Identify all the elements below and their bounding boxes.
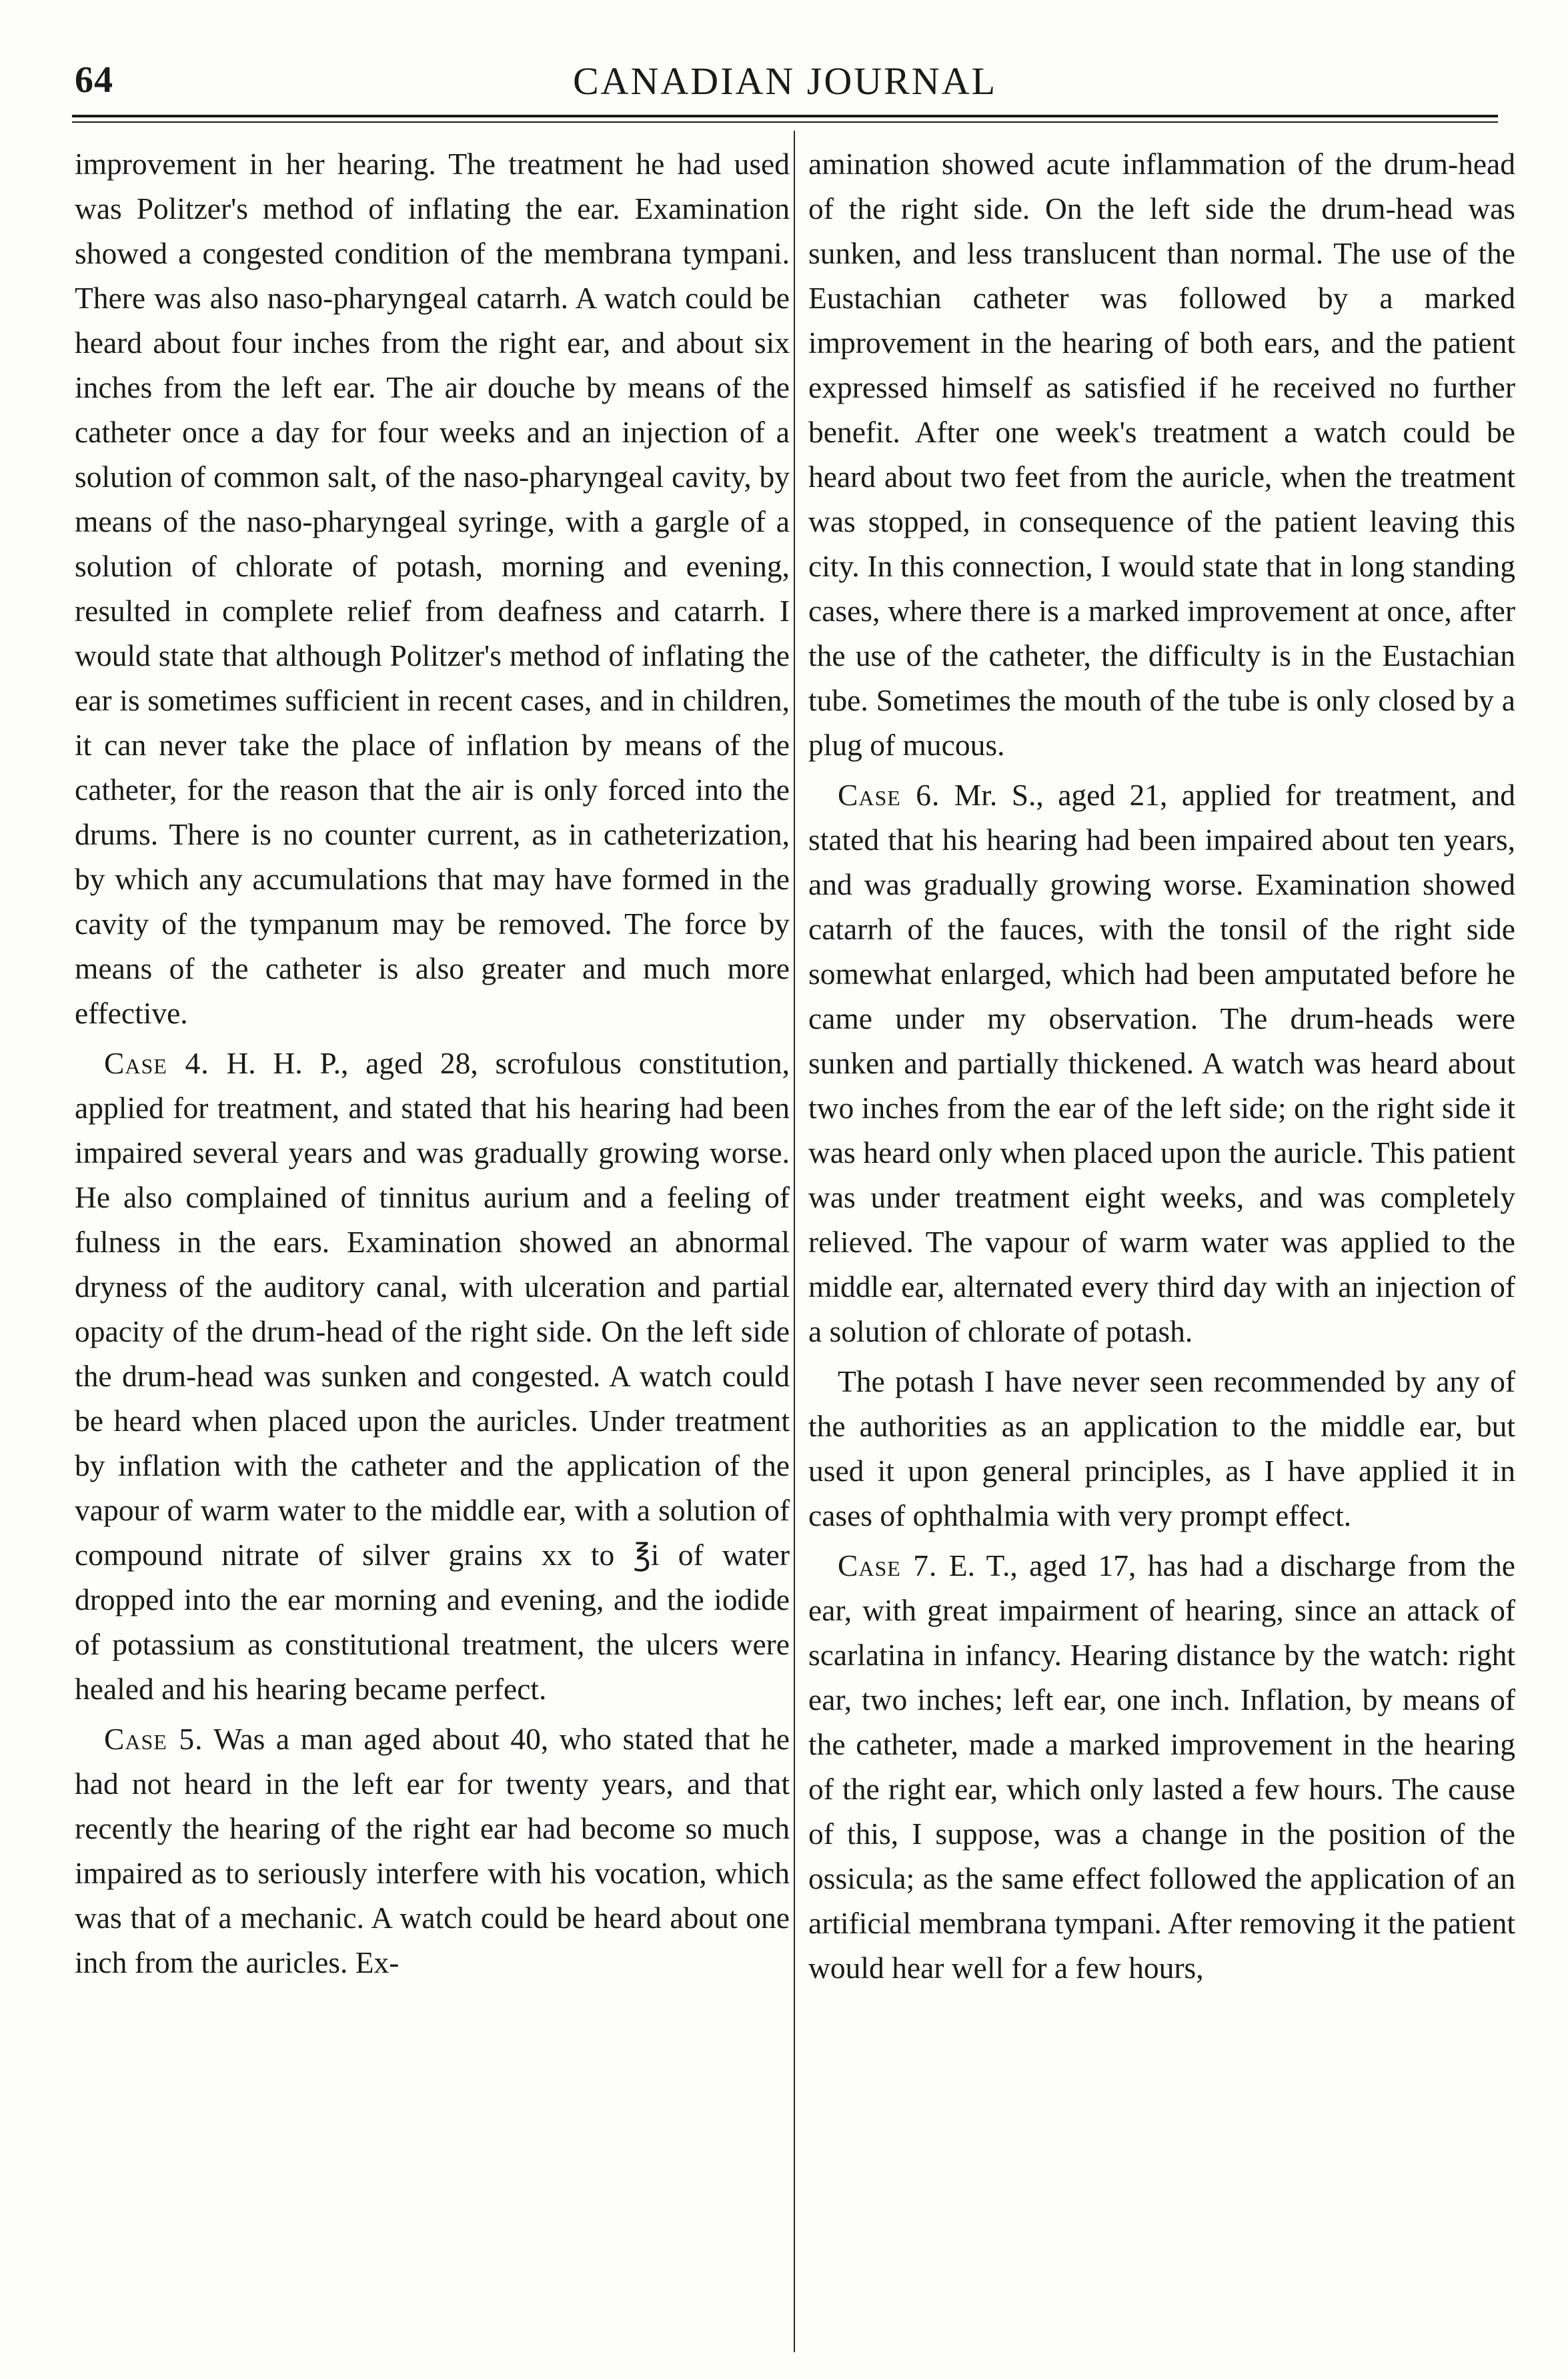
left-column [75, 141, 790, 1990]
case-6-heading: Case 6. [838, 778, 940, 812]
paragraph-case-7 [808, 1543, 1515, 1990]
paragraph-case-6 [808, 773, 1515, 1354]
header-rule-thick [72, 115, 1498, 117]
column-divider [794, 131, 795, 2352]
right-column [808, 141, 1515, 1995]
paragraph-case-5 [75, 1717, 790, 1985]
case-4-text: H. H. P., aged 28, scrofulous constitution, applied for treatment, and stated that his hearing had been impaired several years and was gradually growing worse. He also complained of tinnitus aurium and a feeling of fulness in the ears. Examination showed an abnormal dryness of the auditory canal, with ulceration and partial opacity of the drum-head of the right side. On the left side the drum-head was sunken and congested. A watch could be heard when placed upon the auricles. Under treatment by inflation with the catheter and the application of the vapour of warm water to the middle ear, with a solution of compound nitrate of silver grains xx to ℥i of water dropped into the ear morning and evening, and the iodide of potassium as constitutional treatment, the ulcers were healed and his hearing became perfect. [75, 1046, 790, 1706]
case-5-text: Was a man aged about 40, who stated that he had not heard in the left ear for twenty years, and that recently the hearing of the right ear had become so much impaired as to seriously interfere with his vocation, which was that of a mechanic. A watch could be heard about one inch from the auricles. Ex- [75, 1722, 790, 1979]
case-7-heading: Case 7. [838, 1548, 938, 1582]
case-6-text: Mr. S., aged 21, applied for treatment, and stated that his hearing had been impaired about ten years, and was gradually growing worse. Examination showed catarrh of the fauces, with the tonsil of the right side somewhat enlarged, which had been amputated before he came under my observation. The drum-heads were sunken and partially thickened. A watch was heard about two inches from the ear of the left side; on the right side it was heard only when placed upon the auricle. This patient was under treatment eight weeks, and was completely relieved. The vapour of warm water was applied to the middle ear, alternated every third day with an injection of a solution of chlorate of potash. [808, 778, 1515, 1348]
case-7-text: E. T., aged 17, has had a discharge from the ear, with great impairment of hearing, since an attack of scarlatina in infancy. Hearing distance by the watch: right ear, two inches; left ear, one inch. Inflation, by means of the catheter, made a marked improvement in the hearing of the right ear, which only lasted a few hours. The cause of this, I suppose, was a change in the position of the ossicula; as the same effect followed the application of an artificial membrana tympani. After removing it the patient would hear well for a few hours, [808, 1548, 1515, 1985]
journal-title: CANADIAN JOURNAL [572, 59, 998, 103]
paragraph-potash: The potash I have never seen recommended by any of the authorities as an application to the middle ear, but used it upon general principles, as I have applied it in cases of ophthalmia with very prompt effect. [808, 1364, 1515, 1532]
paragraph-case-5-continued: amination showed acute inflammation of the drum-head of the right side. On the left side the drum-head was sunken, and less translucent than normal. The use of the Eustachian catheter was followed by a marked improvement in the hearing of both ears, and the patient expressed himself as satisfied if he received no further benefit. After one week's treatment a watch could be heard about two feet from the auricle, when the treatment was stopped, in consequence of the patient leaving this city. In this connection, I would state that in long standing cases, where there is a marked improvement at once, after the use of the catheter, the difficulty is in the Eustachian tube. Sometimes the mouth of the tube is only closed by a plug of mucous. [808, 147, 1515, 762]
case-5-heading: Case 5. [104, 1722, 203, 1756]
case-4-heading: Case 4. [104, 1046, 209, 1080]
page-number: 64 [75, 59, 113, 101]
paragraph-politzer: improvement in her hearing. The treatment he had used was Politzer's method of inflating the ear. Examination showed a congested condition of the membrana tympani. There was also naso-pharyngeal catarrh. A watch could be heard about four inches from the right ear, and about six inches from the left ear. The air douche by means of the catheter once a day for four weeks and an injection of a solution of common salt, of the naso-pharyngeal cavity, by means of the naso-pharyngeal syringe, with a gargle of a solution of chlorate of potash, morning and evening, resulted in complete relief from deafness and catarrh. I would state that although Politzer's method of inflating the ear is sometimes sufficient in recent cases, and in children, it can never take the place of inflation by means of the catheter, for the reason that the air is only forced into the drums. There is no counter current, as in catheterization, by which any accumulations that may have formed in the cavity of the tympanum may be removed. The force by means of the catheter is also greater and much more effective. [75, 147, 790, 1030]
header-rule-thin [72, 121, 1498, 123]
page-header [75, 52, 1495, 112]
paragraph-case-4 [75, 1041, 790, 1711]
